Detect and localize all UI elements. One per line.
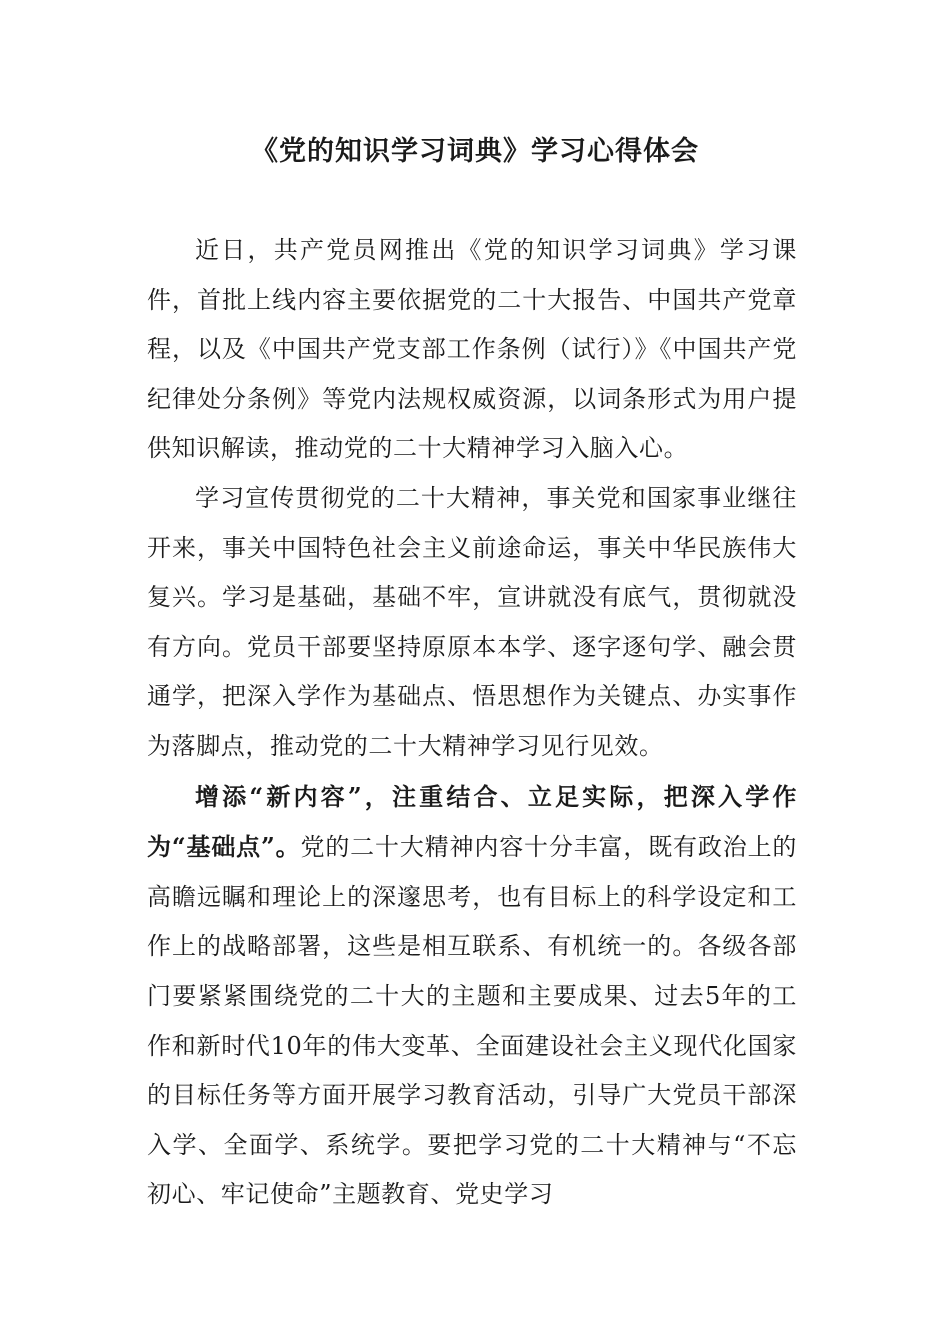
document-title: 《党的知识学习词典》学习心得体会 [251, 136, 699, 167]
document-body [147, 226, 797, 1220]
paragraph-2 [147, 474, 797, 772]
paragraph-3-lead: 增添“新内容”，注重结合、立足实际，把深入学作为“基础点”。 [147, 781, 797, 862]
paragraph-1 [147, 226, 797, 474]
paragraph-3 [147, 772, 797, 1220]
paragraph-2-text: 学习宣传贯彻党的二十大精神，事关党和国家事业继往开来，事关中国特色社会主义前途命运，事关中华民族伟大复兴。学习是基础，基础不牢，宣讲就没有底气，贯彻就没有方向。党员干部要坚持原原本本学、逐字逐句学、融会贯通学，把深入学作为基础点、悟思想作为关键点、办实事作为落脚点，推动党的二十大精神学习见行见效。 [147, 483, 797, 760]
paragraph-3-text: 党的二十大精神内容十分丰富，既有政治上的高瞻远瞩和理论上的深邃思考，也有目标上的科学设定和工作上的战略部署，这些是相互联系、有机统一的。各级各部门要紧紧围绕党的二十大的主题和主要成果、过去5年的工作和新时代10年的伟大变革、全面建设社会主义现代化国家的目标任务等方面开展学习教育活动，引导广大党员干部深入学、全面学、系统学。要把学习党的二十大精神与“不忘初心、牢记使命”主题教育、党史学习 [147, 833, 798, 1209]
paragraph-1-text: 近日，共产党员网推出《党的知识学习词典》学习课件，首批上线内容主要依据党的二十大报告、中国共产党章程，以及《中国共产党支部工作条例（试行）》《中国共产党纪律处分条例》等党内法规权威资源，以词条形式为用户提供知识解读，推动党的二十大精神学习入脑入心。 [147, 236, 797, 463]
